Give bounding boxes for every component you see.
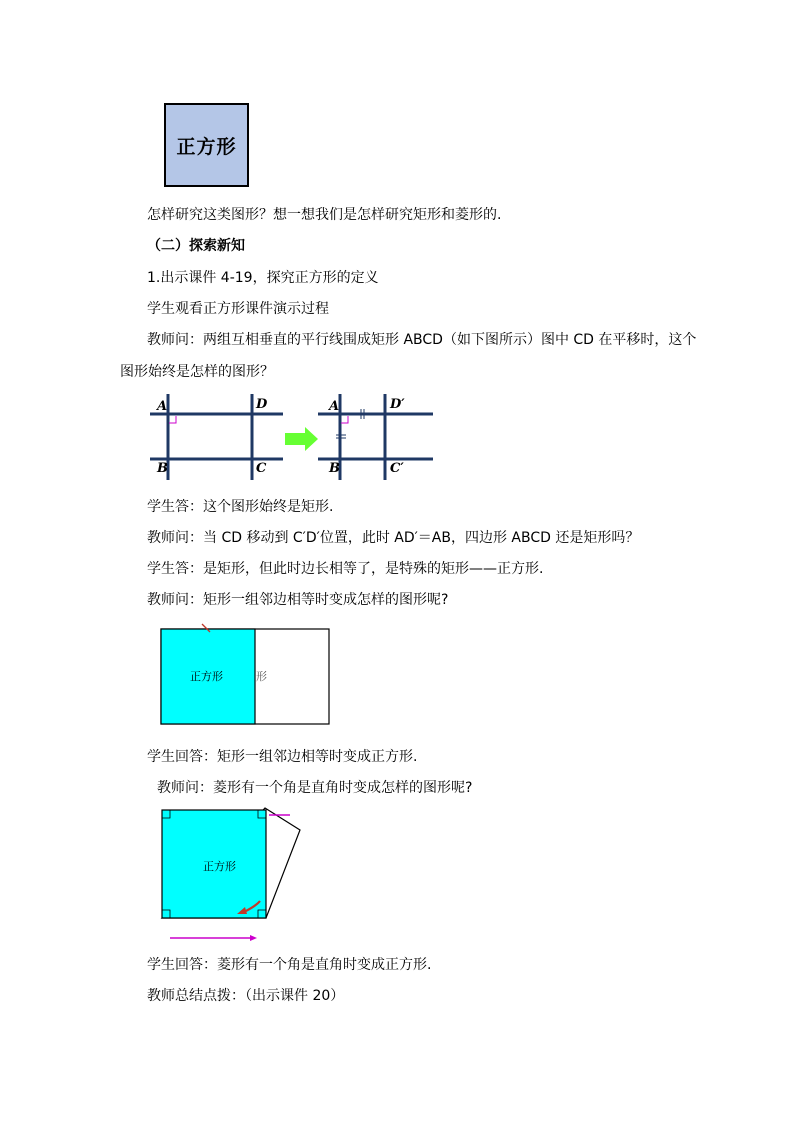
- right-angle-mark-right: [341, 416, 348, 423]
- transition-arrow-icon: [285, 427, 318, 451]
- left-rectangle-diagram: [150, 394, 283, 480]
- title-box-label: 正方形: [176, 135, 237, 158]
- square-label: 正方形: [203, 860, 236, 873]
- paragraph-question2: 教师问：当 CD 移动到 C′D′位置，此时 AD′＝AB，四边形 ABCD 还是矩形吗？: [147, 530, 640, 546]
- paragraph-answer4: 学生回答：菱形有一个角是直角时变成正方形.: [147, 957, 432, 973]
- paragraph-answer2: 学生答：是矩形，但此时边长相等了，是特殊的矩形——正方形.: [147, 561, 544, 577]
- paragraph-answer1: 学生答：这个图形始终是矩形.: [147, 499, 334, 515]
- label-c-prime: C′: [390, 461, 404, 476]
- paragraph-question1b: 图形始终是怎样的图形？: [120, 364, 274, 380]
- paragraph-question4: 教师问：菱形有一个角是直角时变成怎样的图形呢?: [157, 780, 473, 796]
- section-heading: （二）探索新知: [147, 238, 245, 254]
- slide-arrow-icon: [250, 935, 257, 941]
- ghost-label: 形: [256, 670, 267, 683]
- right-square-diagram: [318, 394, 433, 480]
- paragraph-watch: 学生观看正方形课件演示过程: [147, 301, 329, 317]
- title-box: [164, 103, 249, 187]
- paragraph-answer3: 学生回答：矩形一组邻边相等时变成正方形.: [147, 749, 418, 765]
- right-angle-mark: [169, 416, 176, 423]
- figure-rhombus-to-square: [158, 806, 303, 944]
- paragraph-question1a: 教师问：两组互相垂直的平行线围成矩形 ABCD（如下图所示）图中 CD 在平移时，这个: [147, 332, 697, 348]
- paragraph-summary: 教师总结点拨：（出示课件 20）: [147, 988, 345, 1004]
- label-d-prime: D′: [390, 397, 405, 412]
- figure-parallel-lines: [145, 392, 440, 484]
- paragraph-question3: 教师问：矩形一组邻边相等时变成怎样的图形呢?: [147, 592, 449, 608]
- label-b: B: [157, 461, 168, 476]
- label-c: C: [256, 461, 267, 476]
- label-a-right: A: [329, 399, 340, 414]
- paragraph-step1: 1.出示课件 4-19，探究正方形的定义: [147, 270, 379, 286]
- label-a: A: [157, 399, 168, 414]
- square-label: 正方形: [190, 670, 223, 683]
- label-d: D: [256, 397, 268, 412]
- figure-rectangle-to-square: [158, 622, 333, 728]
- paragraph-intro: 怎样研究这类图形？想一想我们是怎样研究矩形和菱形的.: [147, 207, 502, 223]
- label-b-right: B: [329, 461, 340, 476]
